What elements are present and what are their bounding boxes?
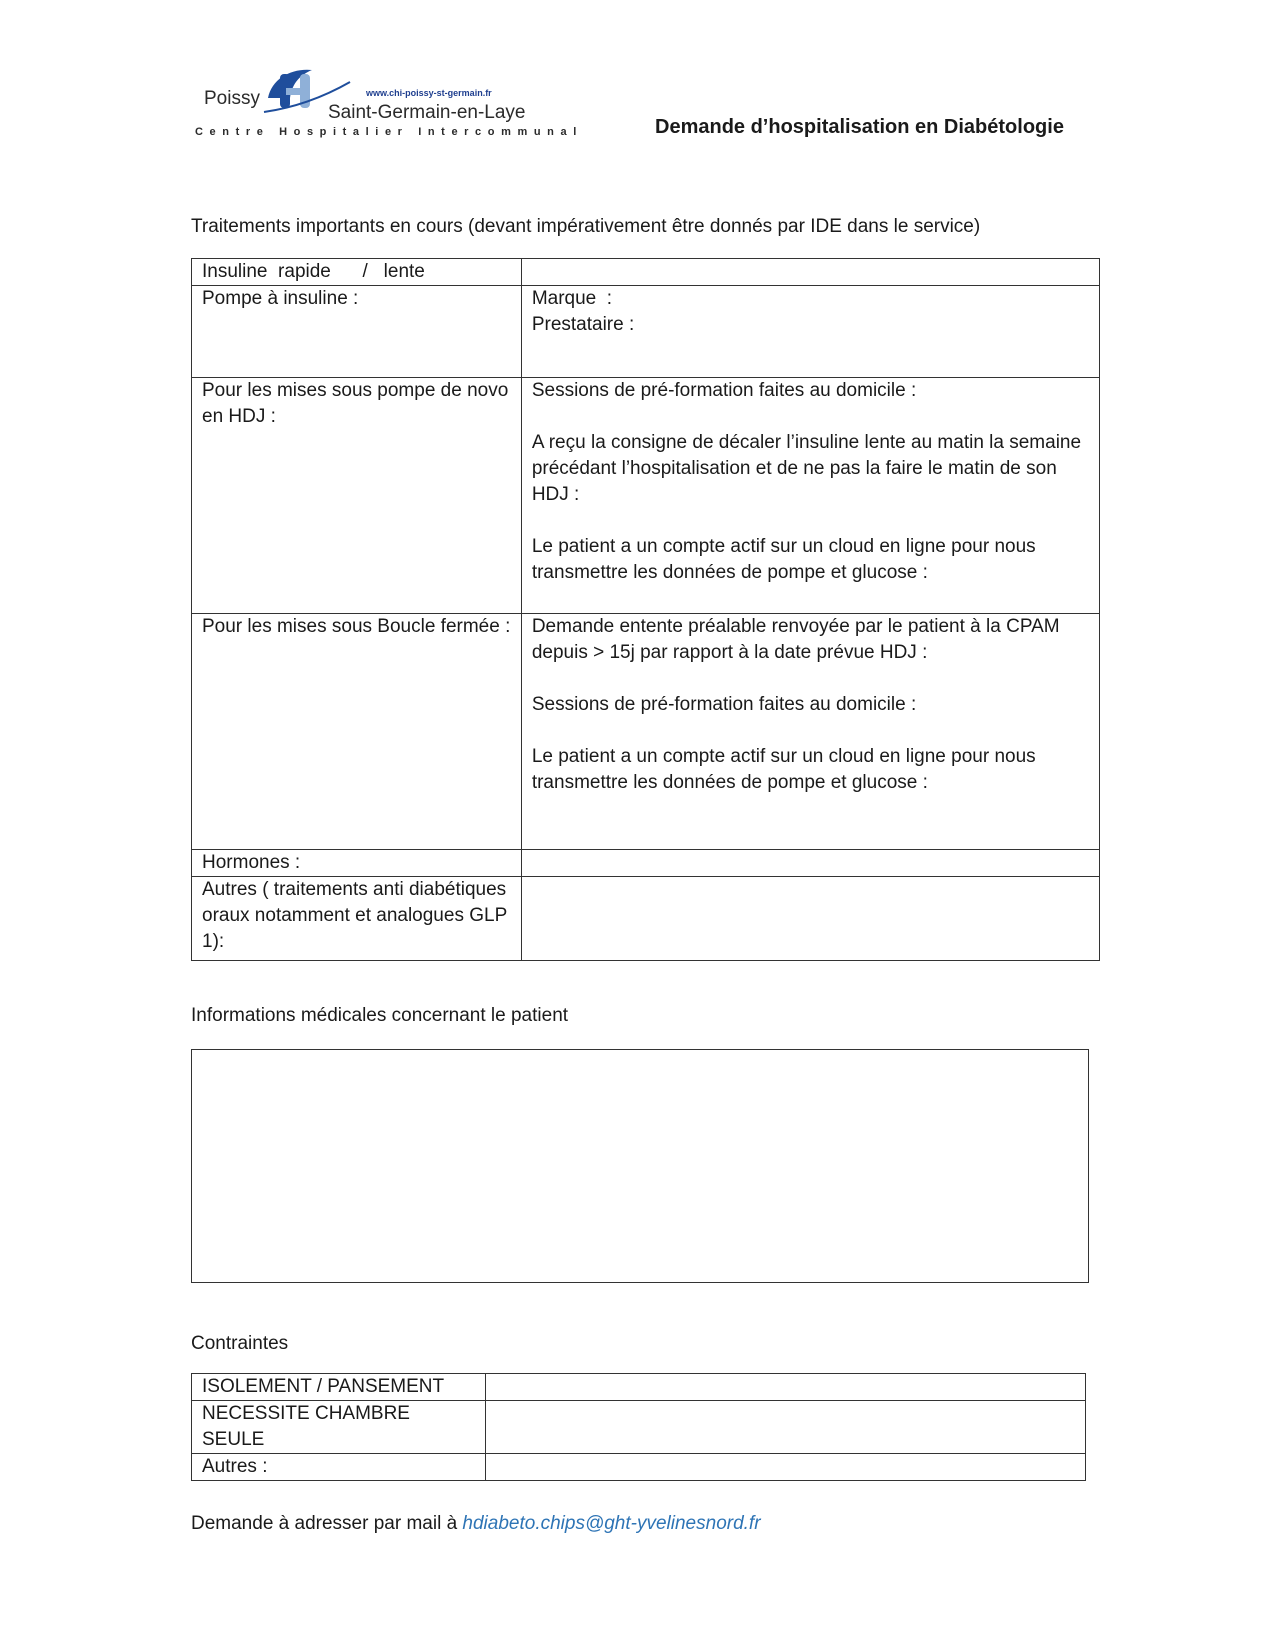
treatments-table bbox=[191, 258, 1100, 961]
new-pump-line-1: Sessions de pré-formation faites au domicile : bbox=[531, 380, 917, 401]
table-row bbox=[192, 1401, 1086, 1454]
new-pump-line-3: Le patient a un compte actif sur un cloud en ligne pour nous transmettre les données de pompe et glucose : bbox=[531, 536, 1036, 583]
others-label: Autres ( traitements anti diabétiques oraux notamment et analogues GLP 1): bbox=[192, 877, 522, 961]
others-value-field[interactable] bbox=[521, 877, 1099, 961]
insulin-label: Insuline rapide / lente bbox=[192, 259, 522, 286]
pump-provider-label: Prestataire : bbox=[531, 314, 635, 335]
new-pump-value-field[interactable] bbox=[521, 378, 1099, 614]
table-row bbox=[192, 850, 1100, 877]
logo-institution: Centre Hospitalier Intercommunal bbox=[195, 126, 583, 138]
document-title: Demande d’hospitalisation en Diabétologie bbox=[655, 116, 1064, 138]
constraint-label: ISOLEMENT / PANSEMENT bbox=[192, 1374, 486, 1401]
constraint-value-field[interactable] bbox=[485, 1374, 1085, 1401]
pump-label: Pompe à insuline : bbox=[192, 286, 522, 378]
logo-website: www.chi-poissy-st-germain.fr bbox=[366, 88, 492, 98]
closed-loop-line-3: Le patient a un compte actif sur un cloud en ligne pour nous transmettre les données de pompe et glucose : bbox=[531, 746, 1036, 793]
insulin-value-field[interactable] bbox=[521, 259, 1099, 286]
new-pump-line-2: A reçu la consigne de décaler l’insuline lente au matin la semaine précédant l’hospitalisation et de ne pas la faire le matin de son HDJ : bbox=[531, 432, 1082, 505]
table-row bbox=[192, 877, 1100, 961]
closed-loop-value-field[interactable] bbox=[521, 614, 1099, 850]
logo-city-left: Poissy bbox=[204, 88, 260, 109]
table-row bbox=[192, 1374, 1086, 1401]
hormones-value-field[interactable] bbox=[521, 850, 1099, 877]
constraint-value-field[interactable] bbox=[485, 1401, 1085, 1454]
logo-city-right: Saint-Germain-en-Laye bbox=[328, 102, 526, 123]
footer bbox=[191, 1513, 761, 1535]
pump-brand-label: Marque : bbox=[531, 288, 613, 309]
closed-loop-label: Pour les mises sous Boucle fermée : bbox=[192, 614, 522, 850]
table-row bbox=[192, 286, 1100, 378]
table-row bbox=[192, 1454, 1086, 1481]
closed-loop-line-1: Demande entente préalable renvoyée par le patient à la CPAM depuis > 15j par rapport à la date prévue HDJ : bbox=[531, 616, 1060, 663]
constraint-label: Autres : bbox=[192, 1454, 486, 1481]
hospital-logo bbox=[195, 66, 583, 146]
medical-info-field[interactable] bbox=[191, 1049, 1089, 1283]
table-row bbox=[192, 259, 1100, 286]
table-row bbox=[192, 378, 1100, 614]
medical-info-heading: Informations médicales concernant le patient bbox=[191, 1005, 569, 1026]
footer-email-link[interactable]: hdiabeto.chips@ght-yvelinesnord.fr bbox=[462, 1513, 761, 1534]
constraint-value-field[interactable] bbox=[485, 1454, 1085, 1481]
constraints-heading: Contraintes bbox=[191, 1333, 289, 1354]
constraints-table bbox=[191, 1373, 1086, 1481]
table-row bbox=[192, 614, 1100, 850]
new-pump-label: Pour les mises sous pompe de novo en HDJ : bbox=[192, 378, 522, 614]
hormones-label: Hormones : bbox=[192, 850, 522, 877]
pump-value-field[interactable] bbox=[521, 286, 1099, 378]
closed-loop-line-2: Sessions de pré-formation faites au domicile : bbox=[531, 694, 917, 715]
constraint-label: NECESSITE CHAMBRE SEULE bbox=[192, 1401, 486, 1454]
footer-text: Demande à adresser par mail à bbox=[191, 1513, 463, 1534]
treatments-heading: Traitements importants en cours (devant impérativement être donnés par IDE dans le service) bbox=[191, 216, 981, 237]
